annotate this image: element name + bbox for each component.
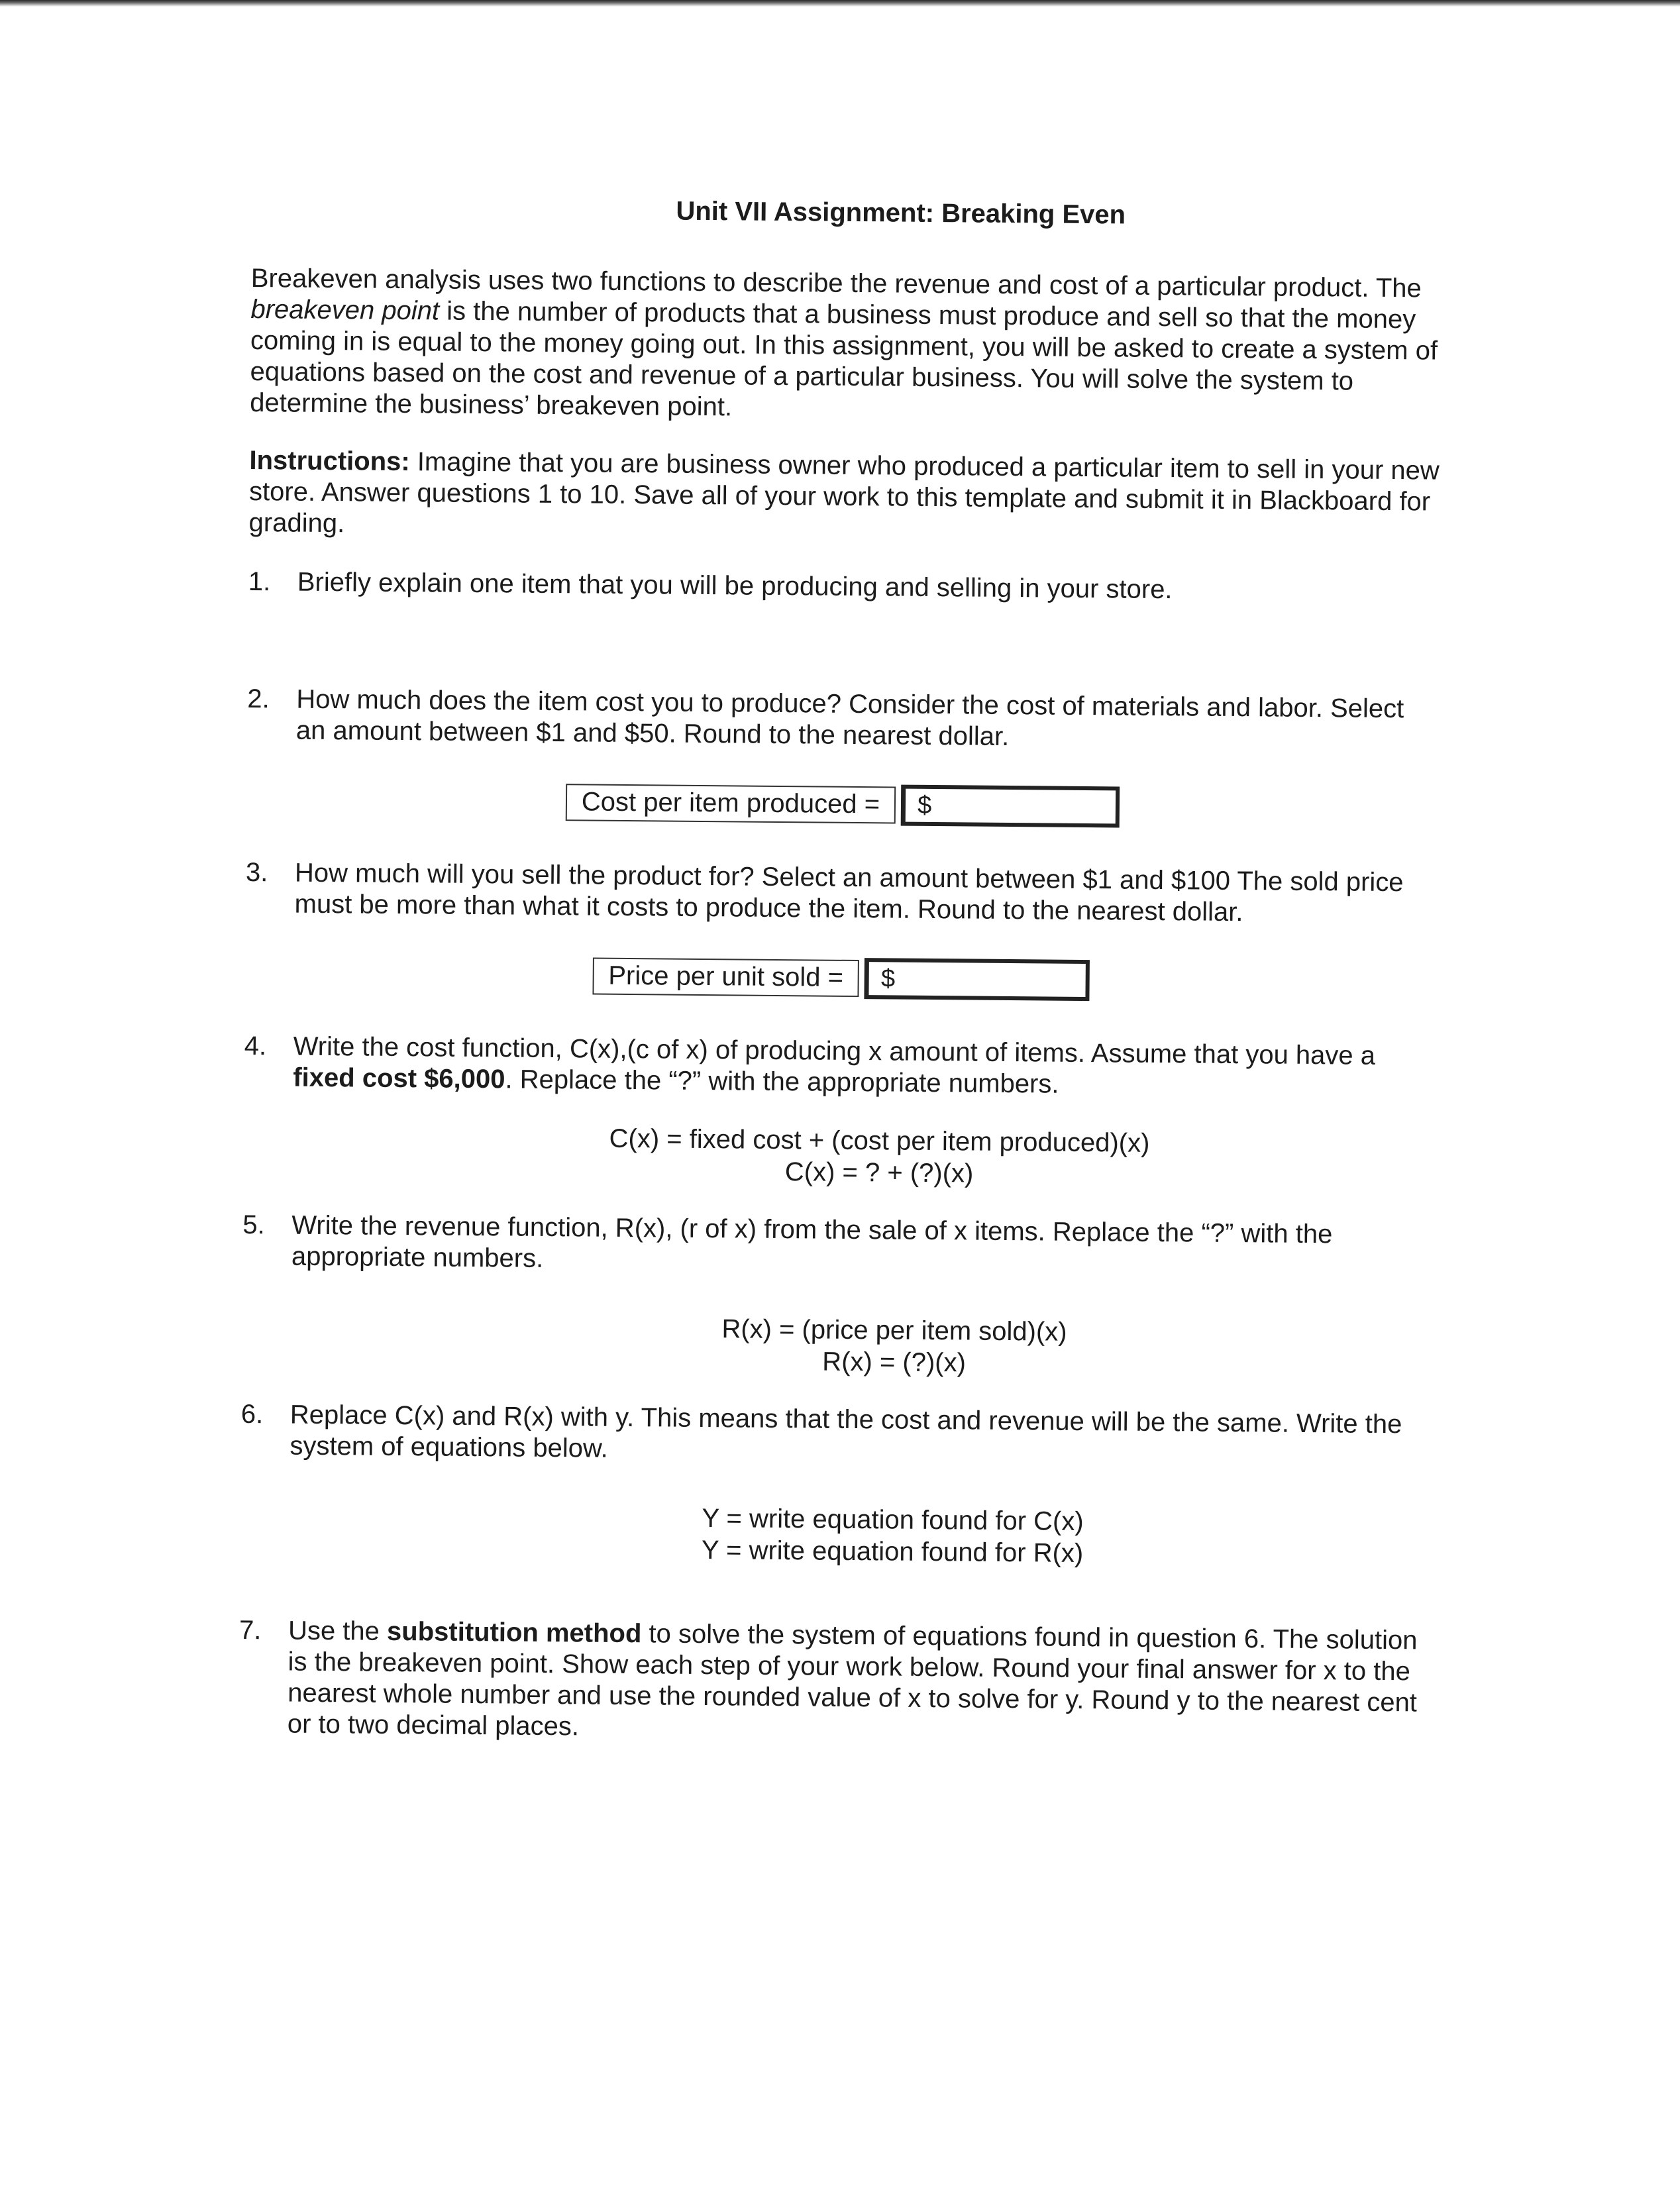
- price-per-unit-input[interactable]: [865, 958, 1090, 1001]
- cost-per-item-label: Cost per item produced =: [566, 784, 896, 823]
- question-number: 5.: [242, 1210, 265, 1240]
- breakeven-term: breakeven point: [250, 294, 440, 326]
- question-2: [247, 684, 1440, 756]
- revenue-equation-general: R(x) = (price per item sold)(x): [721, 1314, 1067, 1347]
- question-text: Replace C(x) and R(x) with y. This means that the cost and revenue will be the same. Write the system of equations below.: [289, 1400, 1402, 1463]
- question-4: [244, 1031, 1437, 1104]
- question-3: [245, 857, 1438, 930]
- intro-text-2: is the number of products that a business must produce and sell so that the money coming in is equal to the money going out. In this assignment, you will be asked to create a system of equations based on the cost and revenue of a particular business. You will solve the system to determine the business’ breakeven point.: [250, 296, 1438, 422]
- fixed-cost-emphasis: fixed cost $6,000: [293, 1063, 505, 1094]
- revenue-function-equations: [241, 1309, 1434, 1383]
- question-number: 4.: [244, 1031, 267, 1061]
- question-text: Write the revenue function, R(x), (r of x) from the sale of x items. Replace the “?” with the appropriate numbers.: [291, 1210, 1333, 1273]
- answer-space-1[interactable]: [248, 598, 1441, 694]
- instructions-text: Imagine that you are business owner who produced a particular item to sell in your new store. Answer questions 1 to 10. Save all of your work to this template and submit it in Blackboard for grading.: [248, 447, 1440, 539]
- question-text: [293, 1031, 1437, 1104]
- question-text-part: Use the: [288, 1616, 388, 1646]
- substitution-emphasis: substitution method: [386, 1616, 642, 1649]
- question-text: [288, 1616, 1432, 1750]
- page-title: Unit VII Assignment: Breaking Even: [676, 196, 1126, 230]
- cost-function-equations: [243, 1119, 1436, 1194]
- price-per-unit-row: [244, 953, 1437, 1004]
- scan-edge: [0, 0, 1680, 7]
- cost-per-item-row: [246, 779, 1439, 831]
- currency-symbol: $: [880, 964, 896, 993]
- document-page: [238, 192, 1444, 1750]
- question-text-part: . Replace the “?” with the appropriate numbers.: [505, 1065, 1059, 1099]
- question-7: [238, 1615, 1432, 1750]
- cost-equation-general: C(x) = fixed cost + (cost per item produced)(x): [609, 1123, 1150, 1158]
- question-number: 3.: [245, 857, 268, 888]
- cost-per-item-input[interactable]: [901, 785, 1120, 828]
- question-text-part: to solve the system of equations found in question 6. The solution is the breakeven point. Show each step of your work below. Round your final answer for x to the nearest whole number and use the rounded value of x to solve for y. Round y to the nearest cent or to two decimal places.: [287, 1619, 1418, 1742]
- price-per-unit-label: Price per unit sold =: [592, 958, 859, 998]
- intro-text-1: Breakeven analysis uses two functions to describe the revenue and cost of a particular product. The: [250, 263, 1422, 303]
- question-text: How much will you sell the product for? Select an amount between $1 and $100 The sold price must be more than what it costs to produce the item. Round to the nearest dollar.: [294, 858, 1404, 927]
- question-text-part: Write the cost function, C(x),(c of x) of producing x amount of items. Assume that you have a: [293, 1031, 1376, 1070]
- question-text: How much does the item cost you to produce? Consider the cost of materials and labor. Select an amount between $1 and $50. Round to the nearest dollar.: [295, 684, 1404, 752]
- revenue-equation-template: R(x) = (?)(x): [822, 1347, 967, 1378]
- instructions-paragraph: [248, 445, 1442, 549]
- intro-paragraph: [250, 263, 1444, 429]
- system-of-equations: [240, 1498, 1433, 1573]
- question-6: [240, 1399, 1434, 1472]
- system-equation-cost: Y = write equation found for C(x): [702, 1504, 1084, 1537]
- instructions-label: Instructions:: [249, 445, 410, 477]
- question-number: 6.: [240, 1399, 264, 1430]
- currency-symbol: $: [917, 791, 932, 819]
- question-number: 7.: [238, 1615, 262, 1645]
- question-5: [242, 1210, 1436, 1282]
- question-text: Briefly explain one item that you will be producing and selling in your store.: [297, 567, 1173, 605]
- question-number: 2.: [247, 684, 270, 714]
- cost-equation-template: C(x) = ? + (?)(x): [784, 1157, 974, 1188]
- system-equation-revenue: Y = write equation found for R(x): [701, 1535, 1084, 1569]
- question-number: 1.: [248, 566, 271, 597]
